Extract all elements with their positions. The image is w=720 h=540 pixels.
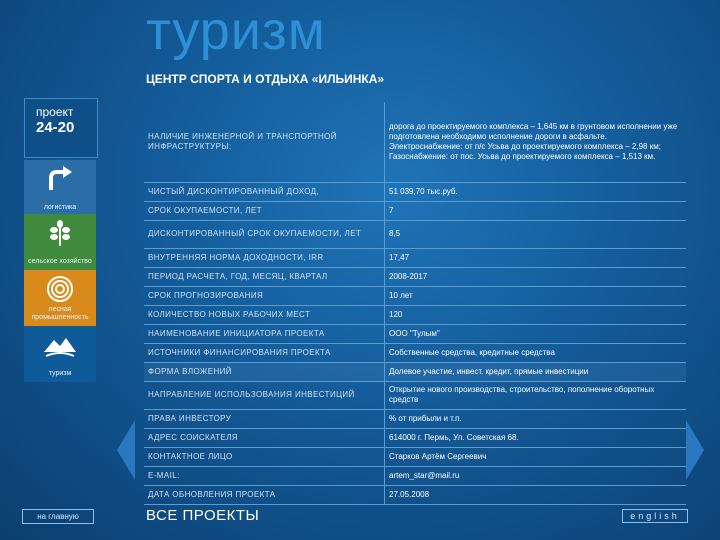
table-row — [144, 102, 686, 182]
row-value: % от прибыли и т.п. — [385, 409, 687, 428]
row-value: Открытие нового производства, строительство, пополнение оборотных средств — [385, 381, 687, 409]
row-value: 7 — [385, 201, 687, 220]
table-row — [144, 409, 686, 428]
row-key: НАИМЕНОВАНИЕ ИНИЦИАТОРА ПРОЕКТА — [144, 324, 385, 343]
row-key: ВНУТРЕННЯЯ НОРМА ДОХОДНОСТИ, IRR — [144, 248, 385, 267]
row-value[interactable]: artem_star@mail.ru — [385, 466, 687, 485]
table-row — [144, 447, 686, 466]
table-row — [144, 466, 686, 485]
language-button[interactable]: english — [622, 509, 688, 523]
sidebar-item-tourism[interactable] — [24, 326, 96, 382]
sidebar-item-agriculture[interactable] — [24, 214, 96, 270]
row-value: 51 039,70 тыс.руб. — [385, 182, 687, 201]
prev-arrow-button[interactable] — [117, 420, 135, 480]
row-value: 614000 г. Пермь, Ул. Советская 68. — [385, 428, 687, 447]
table-row — [144, 343, 686, 362]
row-value: 8,5 — [385, 220, 687, 248]
table-row — [144, 182, 686, 201]
row-value: ООО "Тулым" — [385, 324, 687, 343]
next-arrow-button[interactable] — [686, 420, 704, 480]
row-value: Собственные средства, кредитные средства — [385, 343, 687, 362]
row-key: ДАТА ОБНОВЛЕНИЯ ПРОЕКТА — [144, 485, 385, 504]
row-key: ДИСКОНТИРОВАННЫЙ СРОК ОКУПАЕМОСТИ, ЛЕТ — [144, 220, 385, 248]
row-key: ИСТОЧНИКИ ФИНАНСИРОВАНИЯ ПРОЕКТА — [144, 343, 385, 362]
page-title: туризм — [146, 1, 326, 61]
row-key: АДРЕС СОИСКАТЕЛЯ — [144, 428, 385, 447]
row-key: ЧИСТЫЙ ДИСКОНТИРОВАННЫЙ ДОХОД, — [144, 182, 385, 201]
project-label: проект — [36, 105, 74, 119]
project-box — [24, 98, 98, 158]
table-row — [144, 248, 686, 267]
row-key: ПРАВА ИНВЕСТОРУ — [144, 409, 385, 428]
row-key: СРОК ОКУПАЕМОСТИ, ЛЕТ — [144, 201, 385, 220]
row-value: Долевое участие, инвест. кредит, прямые инвестиции — [385, 362, 687, 381]
row-key: КОНТАКТНОЕ ЛИЦО — [144, 447, 385, 466]
row-key: НАПРАВЛЕНИЕ ИСПОЛЬЗОВАНИЯ ИНВЕСТИЦИЙ — [144, 381, 385, 409]
sidebar-item-label: логистика — [43, 204, 77, 211]
row-value: 10 лет — [385, 286, 687, 305]
table-row — [144, 305, 686, 324]
row-value: 17,47 — [385, 248, 687, 267]
row-key: КОЛИЧЕСТВО НОВЫХ РАБОЧИХ МЕСТ — [144, 305, 385, 324]
row-key: ПЕРИОД РАСЧЕТА, ГОД, МЕСЯЦ, КВАРТАЛ — [144, 267, 385, 286]
sidebar-item-label: сельское хозяйство — [28, 258, 92, 265]
sidebar-item-forestry[interactable] — [24, 270, 96, 326]
sidebar-item-label: лесная промышленность — [31, 306, 89, 321]
table-row — [144, 201, 686, 220]
row-key: НАЛИЧИЕ ИНЖЕНЕРНОЙ И ТРАНСПОРТНОЙ ИНФРАСТРУКТУРЫ: — [144, 102, 385, 182]
plant-icon — [45, 218, 75, 248]
row-key: СРОК ПРОГНОЗИРОВАНИЯ — [144, 286, 385, 305]
table-row — [144, 267, 686, 286]
row-key: ФОРМА ВЛОЖЕНИЙ — [144, 362, 385, 381]
arrow-turn-icon — [45, 164, 75, 194]
row-value: 120 — [385, 305, 687, 324]
table-row — [144, 324, 686, 343]
row-value: 2008-2017 — [385, 267, 687, 286]
table-row — [144, 220, 686, 248]
tree-rings-icon — [45, 274, 75, 304]
sidebar-item-label: туризм — [48, 370, 72, 377]
project-info-table — [144, 102, 686, 505]
home-button[interactable]: на главную — [22, 509, 94, 524]
row-key: E-MAIL: — [144, 466, 385, 485]
table-row — [144, 485, 686, 504]
row-value: 27.05.2008 — [385, 485, 687, 504]
row-value: Старков Артём Сергеевич — [385, 447, 687, 466]
table-row — [144, 381, 686, 409]
sidebar-item-logistics[interactable] — [24, 160, 96, 216]
project-name: ЦЕНТР СПОРТА И ОТДЫХА «ИЛЬИНКА» — [146, 72, 385, 86]
project-number: 24-20 — [36, 119, 75, 136]
table-row — [144, 362, 686, 381]
all-projects-link[interactable]: ВСЕ ПРОЕКТЫ — [146, 507, 260, 524]
table-row — [144, 428, 686, 447]
table-row — [144, 286, 686, 305]
mountains-icon — [42, 330, 78, 360]
row-value: дорога до проектируемого комплекса – 1,645 км в грунтовом исполнении уже подготовлена необходимо исполнение дороги в асфальте. Электроснабжение: от п/с Усьва до проектируемого комплекса – 2,98 км; Газоснабжение: от пос. Усьва до проектируемого комплекса – 1,513 км. — [385, 102, 687, 182]
